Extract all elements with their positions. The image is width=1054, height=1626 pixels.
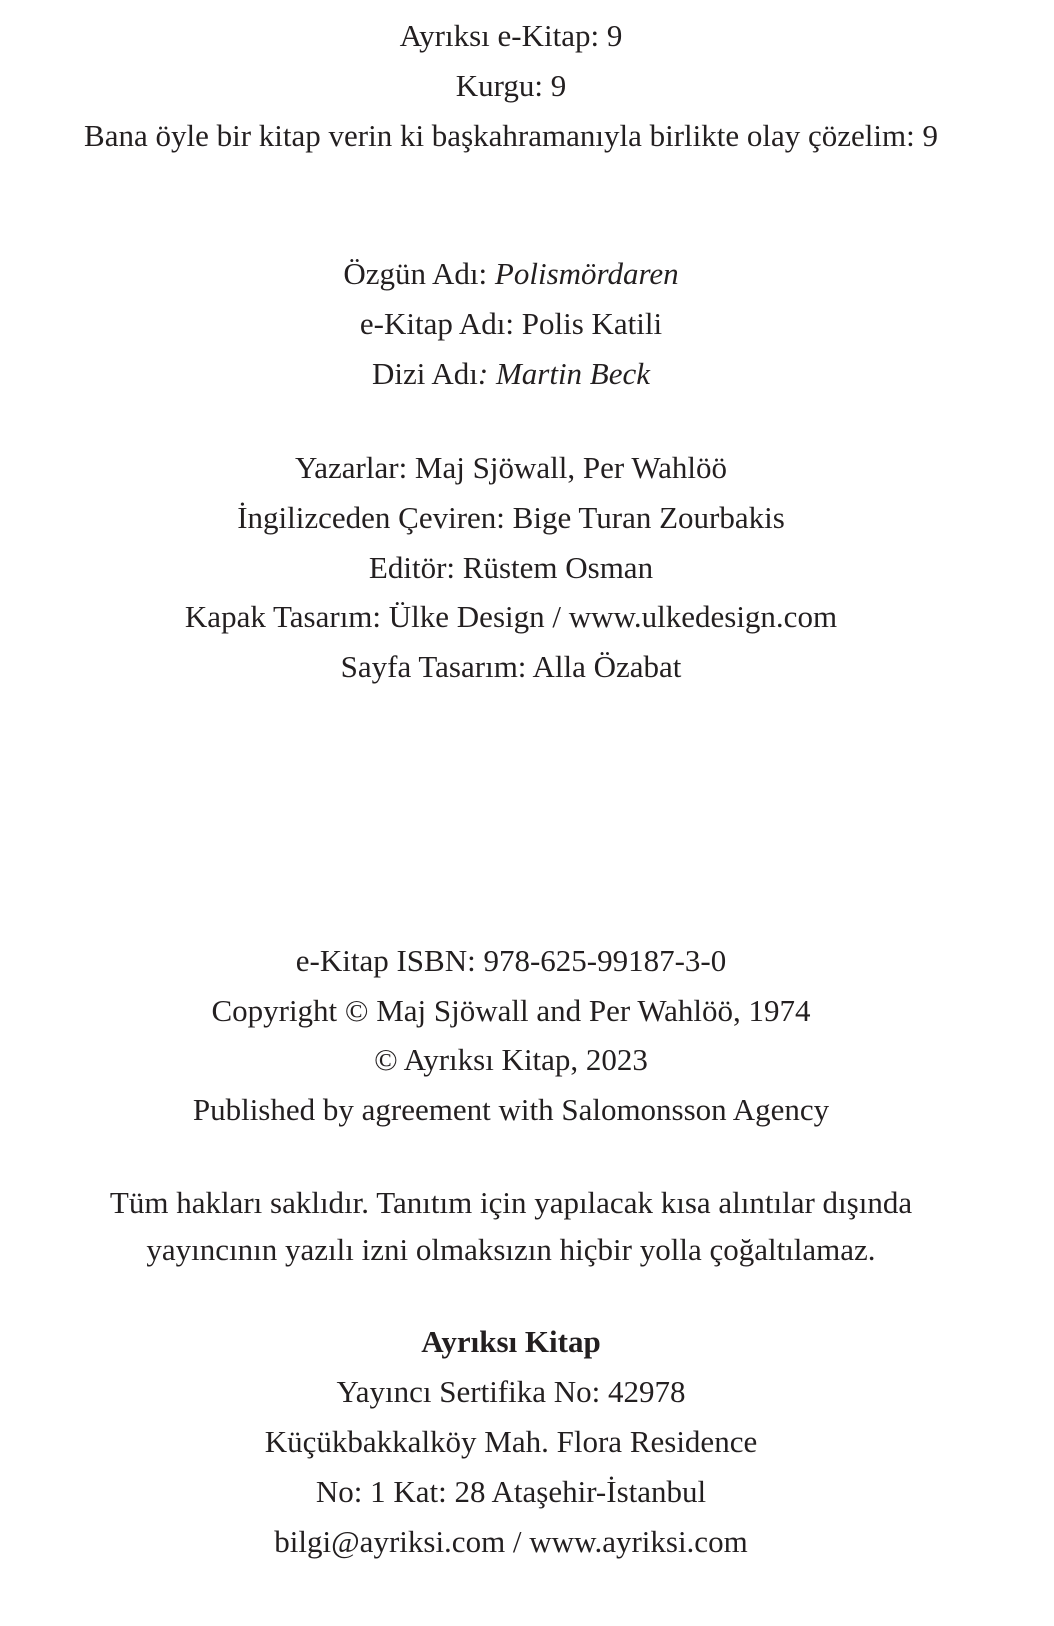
kurgu-number: Kurgu: 9 (455, 68, 567, 103)
copyright-publisher: © Ayrıksı Kitap, 2023 (374, 1042, 648, 1077)
rights-line-2: yayıncının yazılı izni olmaksızın hiçbir yolla çoğaltılamaz. (146, 1232, 876, 1267)
series-label: Dizi Adı (371, 356, 478, 391)
publisher-address-1: Küçükbakkalköy Mah. Flora Residence (264, 1424, 758, 1459)
agreement: Published by agreement with Salomonsson Agency (192, 1092, 830, 1127)
cover-design: Kapak Tasarım: Ülke Design / www.ulkedesign.com (184, 599, 838, 634)
series-name: : Martin Beck (477, 356, 651, 391)
original-title-line (0, 254, 1022, 294)
rights-line-1: Tüm hakları saklıdır. Tanıtım için yapılacak kısa alıntılar dışında (109, 1185, 913, 1220)
dizi-tagline: Bana öyle bir kitap verin ki başkahramanıyla birlikte olay çözelim: 9 (84, 118, 938, 153)
ayriksi-ekitap-number: Ayrıksı e-Kitap: 9 (399, 18, 623, 53)
translator: İngilizceden Çeviren: Bige Turan Zourbakis (237, 500, 785, 535)
page-design: Sayfa Tasarım: Alla Özabat (340, 649, 682, 684)
publisher-address-2: No: 1 Kat: 28 Ataşehir-İstanbul (315, 1474, 707, 1509)
editor: Editör: Rüstem Osman (368, 550, 654, 585)
original-title-label: Özgün Adı: (343, 256, 495, 291)
publisher-certificate: Yayıncı Sertifika No: 42978 (336, 1374, 686, 1409)
ebook-title: e-Kitap Adı: Polis Katili (359, 306, 663, 341)
copyright-original: Copyright © Maj Sjöwall and Per Wahlöö, 1974 (211, 993, 811, 1028)
publisher-name: Ayrıksı Kitap (421, 1324, 601, 1359)
publisher-contact: bilgi@ayriksi.com / www.ayriksi.com (274, 1524, 748, 1559)
original-title: Polismördaren (494, 256, 679, 291)
series-name-line (0, 354, 1022, 394)
isbn: e-Kitap ISBN: 978-625-99187-3-0 (295, 943, 727, 978)
authors: Yazarlar: Maj Sjöwall, Per Wahlöö (294, 450, 728, 485)
